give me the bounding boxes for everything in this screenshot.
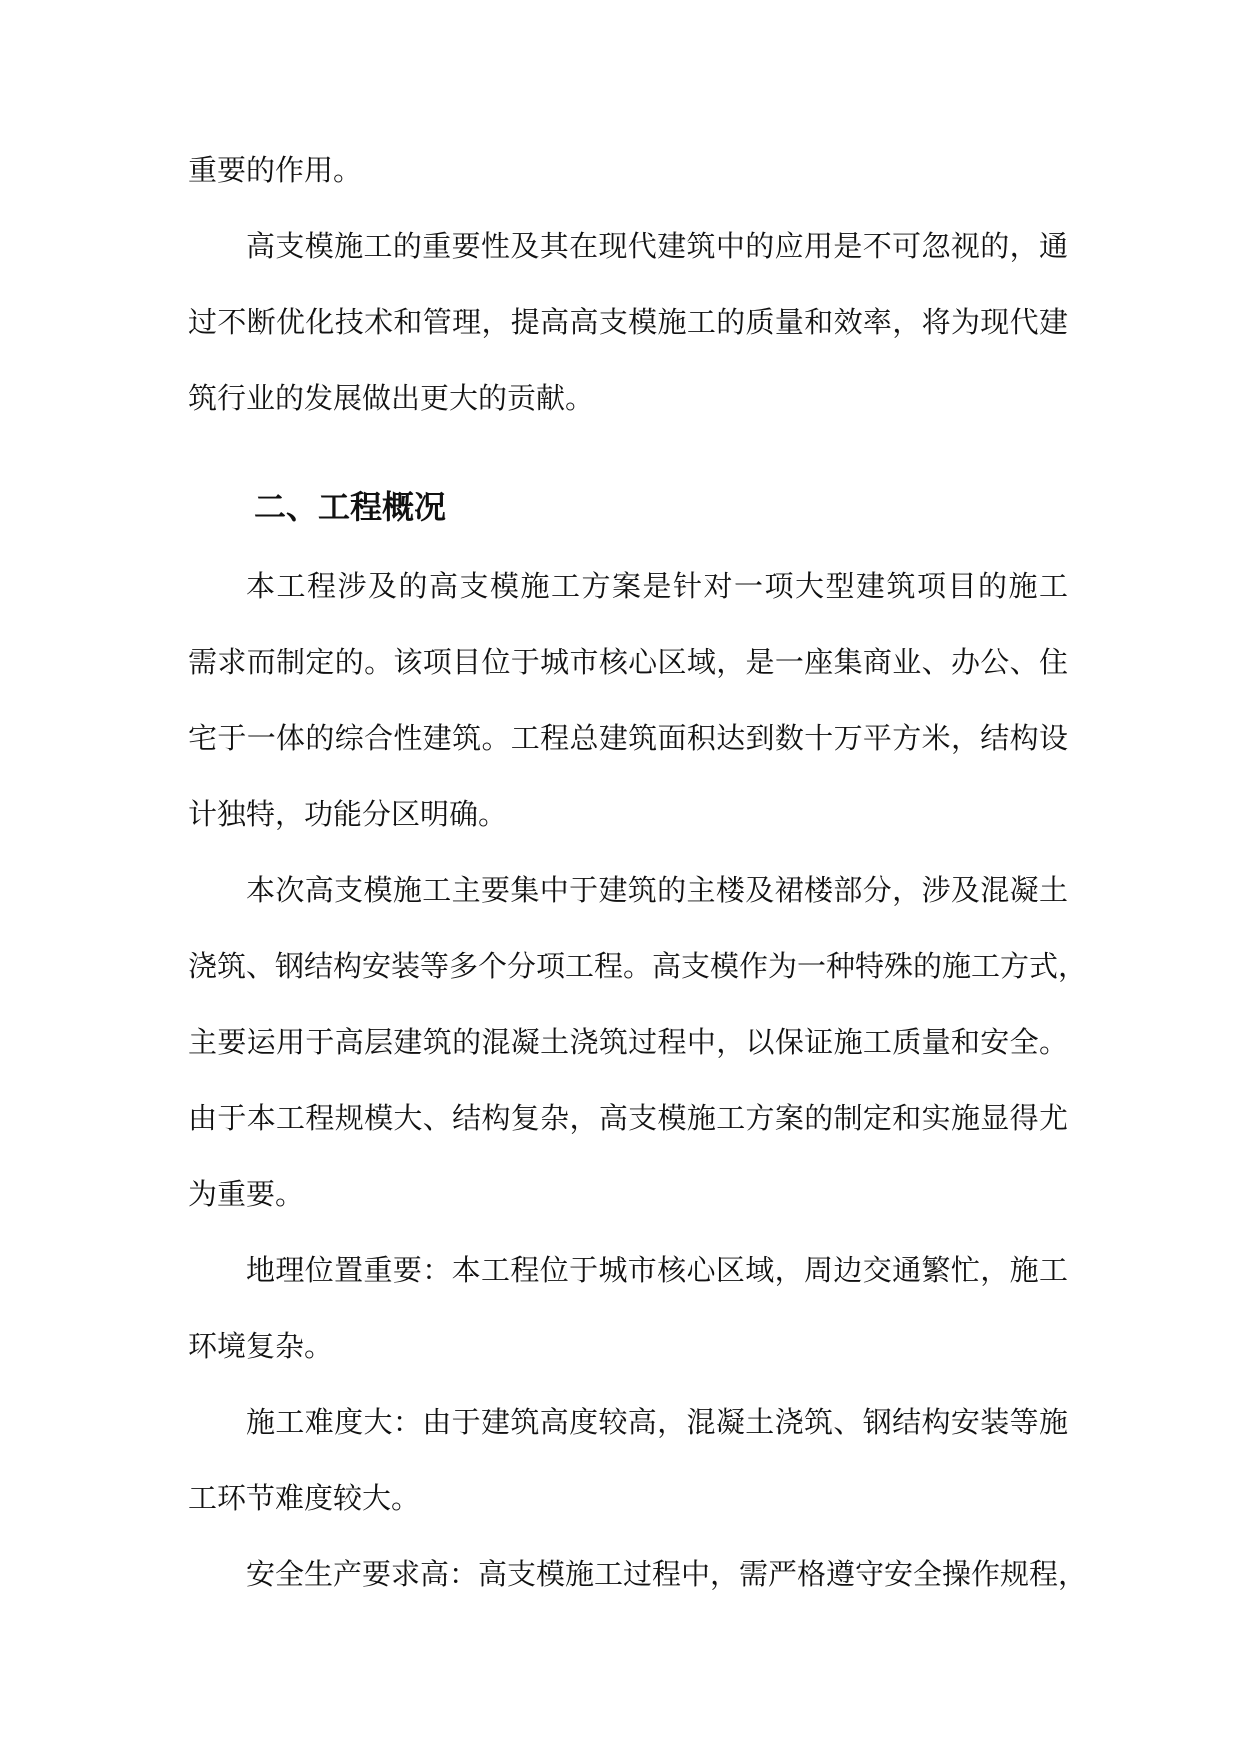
paragraph-line: 地理位置重要：本工程位于城市核心区域，周边交通繁忙，施工 (246, 1253, 1068, 1287)
section-heading: 二、工程概况 (254, 488, 447, 526)
paragraph-line: 过不断优化技术和管理，提高高支模施工的质量和效率，将为现代建 (188, 305, 1068, 339)
paragraph-line: 工环节难度较大。 (188, 1481, 421, 1515)
paragraph-line: 重要的作用。 (188, 153, 363, 187)
paragraph-line: 高支模施工的重要性及其在现代建筑中的应用是不可忽视的，通 (246, 229, 1068, 263)
paragraph-line: 本工程涉及的高支模施工方案是针对一项大型建筑项目的施工 (246, 569, 1068, 603)
paragraph-line: 施工难度大：由于建筑高度较高，混凝土浇筑、钢结构安装等施 (246, 1405, 1068, 1439)
paragraph-line: 主要运用于高层建筑的混凝土浇筑过程中，以保证施工质量和安全。 (188, 1025, 1068, 1059)
paragraph-line: 由于本工程规模大、结构复杂，高支模施工方案的制定和实施显得尤 (188, 1101, 1068, 1135)
paragraph-line: 需求而制定的。该项目位于城市核心区域，是一座集商业、办公、住 (188, 645, 1068, 679)
paragraph-line: 宅于一体的综合性建筑。工程总建筑面积达到数十万平方米，结构设 (188, 721, 1068, 755)
paragraph-line: 浇筑、钢结构安装等多个分项工程。高支模作为一种特殊的施工方式， (188, 949, 1088, 983)
paragraph-line: 环境复杂。 (188, 1329, 334, 1363)
paragraph-line: 筑行业的发展做出更大的贡献。 (188, 381, 595, 415)
paragraph-line: 计独特，功能分区明确。 (188, 797, 508, 831)
paragraph-line: 本次高支模施工主要集中于建筑的主楼及裙楼部分，涉及混凝土 (246, 873, 1068, 907)
paragraph-line: 为重要。 (188, 1177, 305, 1211)
paragraph-line: 安全生产要求高：高支模施工过程中，需严格遵守安全操作规程， (246, 1557, 1088, 1591)
